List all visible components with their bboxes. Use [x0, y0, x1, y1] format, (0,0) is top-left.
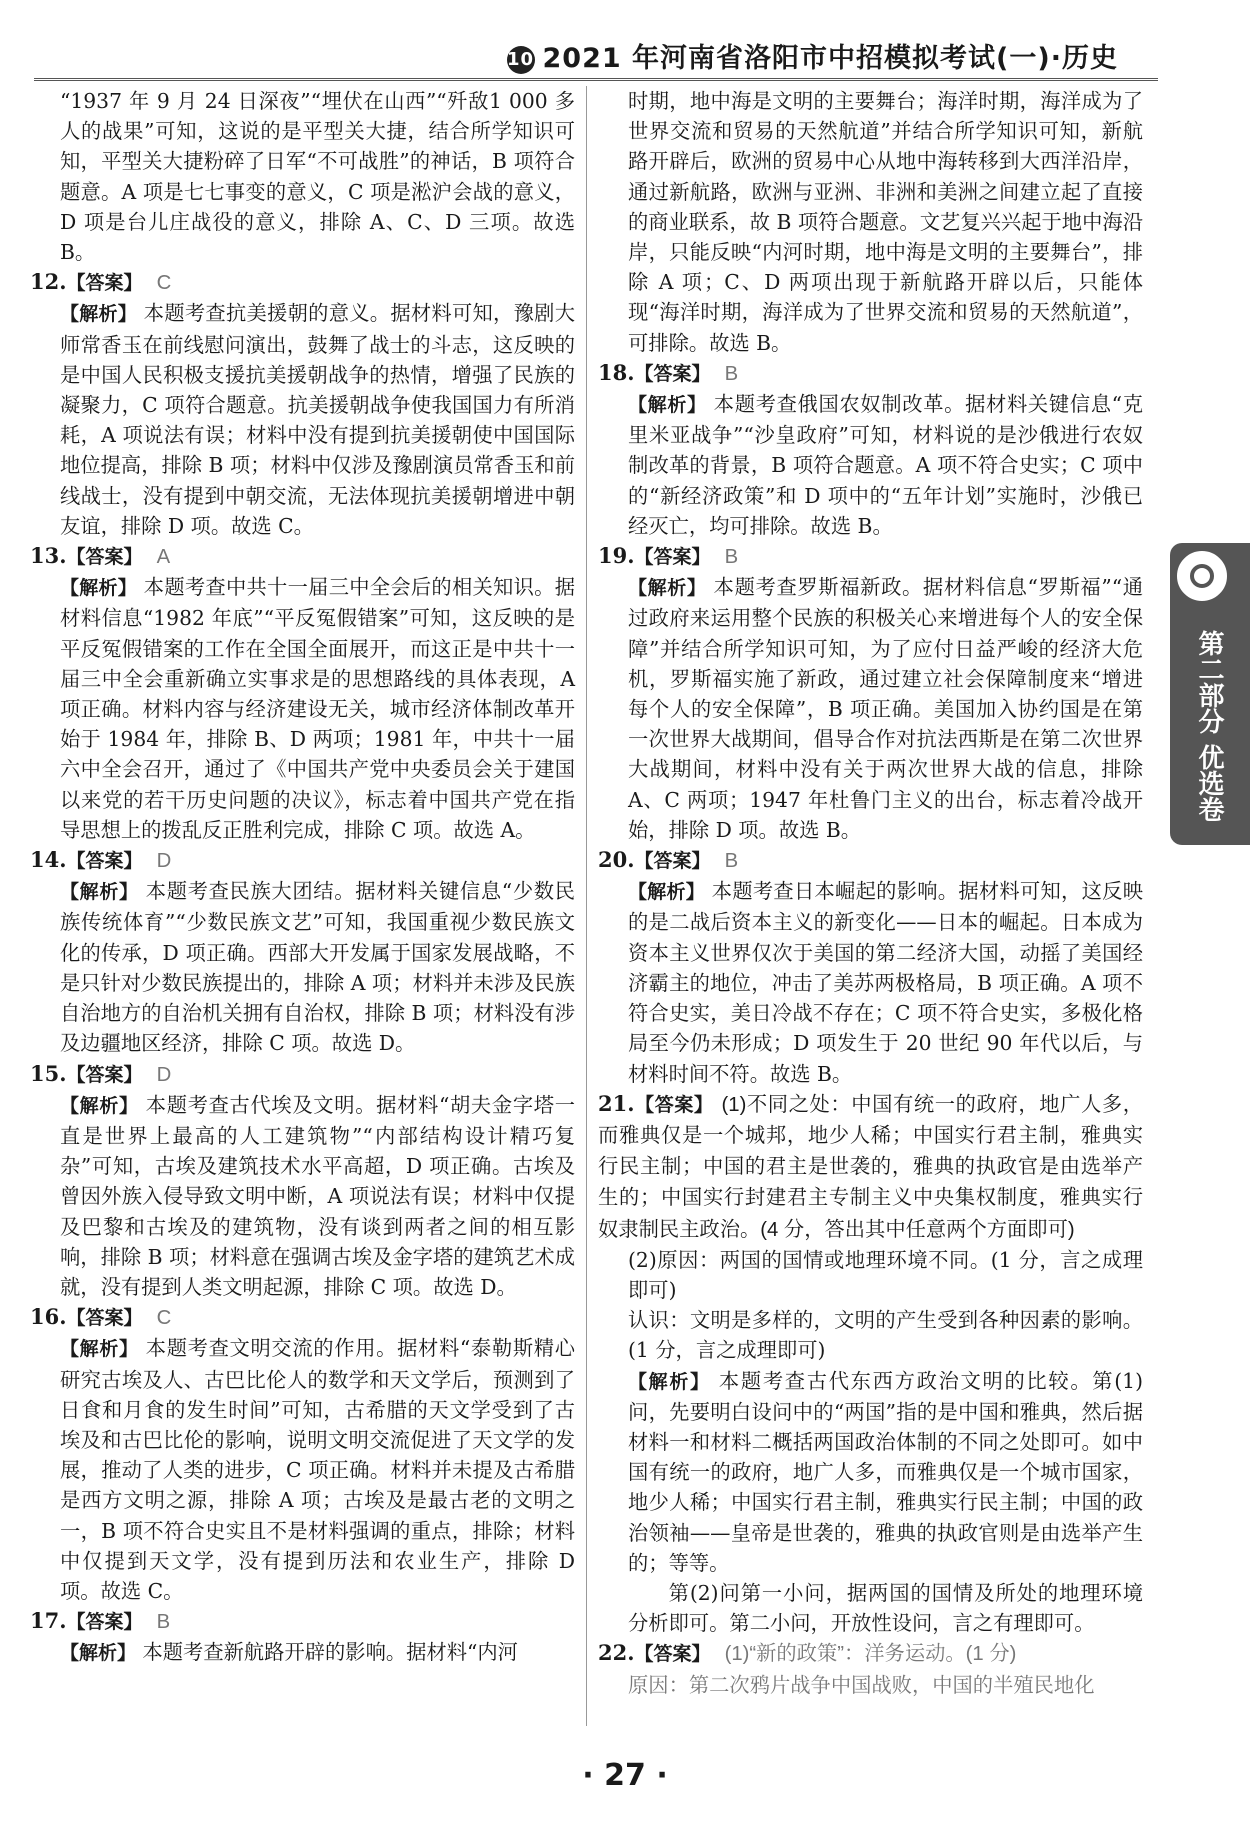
question-21: [598, 1089, 1143, 1639]
column-divider: [586, 86, 587, 1726]
analysis-label: 【解析】: [628, 881, 706, 904]
answer-label: 【答案】: [66, 1307, 143, 1330]
answer-choice: C: [156, 272, 172, 295]
header-title: [507, 36, 1118, 75]
question-number: 21.: [598, 1090, 635, 1116]
analysis-text: 本题考查文明交流的作用。据材料“泰勒斯精心研究古埃及人、古巴比伦人的数学和天文学后，预测到了日食和月食的发生时间”可知，古希腊的天文学受到了古埃及和古巴比伦的影响，说明文明交流促进了天文学的发展，推动了人类的进步，C 项正确。材料并未提及古希腊是西方文明之源，排除 A 项；古埃及是最古老的文明之一，B 项不符合史实且不是材料强调的重点，排除；材料中仅提到天文学，没有提到历法和农业生产，排除 D 项。故选 C。: [60, 1336, 575, 1603]
question-number: 17.: [30, 1608, 67, 1634]
analysis-label: 【解析】: [60, 577, 138, 600]
answer-text: (1)“新的政策”：洋务运动。(1 分): [724, 1643, 1017, 1666]
answer-choice: B: [724, 362, 739, 385]
right-question-list: [598, 358, 1143, 1089]
question-item: [30, 1606, 575, 1668]
analysis-label: 【解析】: [628, 394, 707, 417]
analysis-text: 本题考查日本崛起的影响。据材料可知，这反映的是二战后资本主义的新变化——日本的崛起。日本成为资本主义世界仅次于美国的第二经济大国，动摇了美国经济霸主的地位，冲击了美苏两极格局，B 项正确。A 项不符合史实，美日冷战不存在；C 项不符合史实，多极化格局至今仍未形成；D 项发生于 20 世纪 90 年代以后，与材料时间不符。故选 B。: [628, 879, 1143, 1086]
question-number: 18.: [598, 359, 635, 385]
answer-label: 【答案】: [66, 272, 143, 295]
answer-choice: D: [156, 1063, 172, 1086]
question-item: [30, 1059, 575, 1303]
answer-label: 【答案】: [634, 850, 711, 873]
question-number: 13.: [30, 543, 67, 569]
answer-text: (1)不同之处：中国有统一的政府，地广人多，而雅典仅是一个城邦，地少人稀；中国实行君主制，雅典实行民主制；中国的君主是世袭的，雅典的执政官是由选举产生的；中国实行封建君主专制主义中央集权制度，雅典实行奴隶制民主政治。(4 分，答出其中任意两个方面即可): [598, 1093, 1143, 1241]
answer-label: 【答案】: [66, 1611, 143, 1634]
left-question-list: [30, 267, 575, 1668]
analysis-label: 【解析】: [60, 881, 139, 904]
answer-label: 【答案】: [634, 546, 711, 569]
question-number: 15.: [30, 1060, 67, 1086]
answer-choice: D: [156, 850, 172, 873]
right-column: [598, 86, 1143, 1700]
answer-choice: C: [156, 1307, 172, 1330]
analysis-text: 本题考查新航路开辟的影响。据材料“内河: [142, 1640, 518, 1665]
answer-choice: B: [724, 546, 739, 569]
answer-choice: B: [156, 1611, 171, 1634]
analysis-label: 【解析】: [60, 1094, 139, 1117]
question-item: [30, 845, 575, 1058]
analysis-text: 第(2)问第一小问，据两国的国情及所处的地理环境分析即可。第二小问，开放性设问，言之有理即可。: [628, 1580, 1143, 1636]
question-item: [30, 541, 575, 845]
section-side-label: [1182, 630, 1236, 822]
question-number: 22.: [598, 1640, 635, 1666]
question-item: [30, 267, 575, 541]
continued-analysis: “1937 年 9 月 24 日深夜”“埋伏在山西”“歼敌1 000 多人的战果”可知，这说的是平型关大捷，结合所学知识可知，平型关大捷粉碎了日军“不可战胜”的神话，B 项符合题意。A 项是七七事变的意义，C 项是淞沪会战的意义，D 项是台儿庄战役的意义，排除 A、C、D 三项。故选 B。: [60, 89, 575, 265]
question-item: [598, 541, 1143, 845]
question-number: 20.: [598, 847, 635, 873]
answer-label: 【答案】: [634, 1093, 714, 1116]
side-tab-line1: 第二部分: [1194, 630, 1224, 734]
question-item: [598, 358, 1143, 541]
answer-text: (2)原因：两国的国情或地理环境不同。(1 分，言之成理即可): [628, 1247, 1143, 1302]
analysis-text: 本题考查古代东西方政治文明的比较。第(1)问，先要明白设问中的“两国”指的是中国和雅典，然后据材料一和材料二概括两国政治体制的不同之处即可。如中国有统一的政府，地广人多，而雅典仅是一个城市国家，地少人稀；中国实行君主制，雅典实行民主制；中国的政治领袖——皇帝是世袭的，雅典的执政官则是由选举产生的；等等。: [628, 1368, 1143, 1575]
target-icon: [1174, 548, 1230, 604]
header-title-text: 2021 年河南省洛阳市中招模拟考试(一)·历史: [542, 43, 1118, 74]
answer-label: 【答案】: [634, 1643, 711, 1666]
analysis-label: 【解析】: [60, 1338, 139, 1361]
page-header: [34, 30, 1158, 81]
answer-label: 【答案】: [634, 362, 711, 385]
answer-text: 认识：文明是多样的，文明的产生受到各种因素的影响。(1 分，言之成理即可): [628, 1308, 1143, 1363]
question-22: [598, 1638, 1143, 1699]
question-number: 19.: [598, 543, 635, 569]
question-number: 12.: [30, 269, 67, 295]
analysis-label: 【解析】: [60, 303, 138, 326]
answer-label: 【答案】: [66, 1063, 143, 1086]
question-item: [598, 845, 1143, 1089]
header-number-badge: 10: [507, 46, 535, 74]
answer-label: 【答案】: [66, 850, 143, 873]
analysis-text: 本题考查民族大团结。据材料关键信息“少数民族传统体育”“少数民族文艺”可知，我国重视少数民族文化的传承，D 项正确。西部大开发属于国家发展战略，不是只针对少数民族提出的，排除 A 项；材料并未涉及民族自治地方的自治机关拥有自治权，排除 B 项；材料没有涉及边疆地区经济，排除 C 项。故选 D。: [60, 879, 575, 1056]
answer-choice: A: [156, 546, 171, 569]
question-number: 16.: [30, 1304, 67, 1330]
left-column: [30, 86, 575, 1669]
analysis-text: 本题考查抗美援朝的意义。据材料可知，豫剧大师常香玉在前线慰问演出，鼓舞了战士的斗志，这反映的是中国人民积极支援抗美援朝战争的热情，增强了民族的凝聚力，C 项符合题意。抗美援朝战争使我国国力有所消耗，A 项说法有误；材料中没有提到抗美援朝使中国国际地位提高，排除 B 项；材料中仅涉及豫剧演员常香玉和前线战士，没有提到中朝交流，无法体现抗美援朝增进中朝友谊，排除 D 项。故选 C。: [60, 301, 575, 538]
question-number: 14.: [30, 847, 67, 873]
answer-choice: B: [724, 850, 739, 873]
analysis-text: 本题考查罗斯福新政。据材料信息“罗斯福”“通过政府来运用整个民族的积极关心来增进每个人的安全保障”并结合所学知识可知，为了应付日益严峻的经济大危机，罗斯福实施了新政，通过建立社会保障制度来“增进每个人的安全保障”，B 项正确。美国加入协约国是在第一次世界大战期间，倡导合作对抗法西斯是在第二次世界大战期间，材料中没有关于两次世界大战的信息，排除 A、C 两项；1947 年杜鲁门主义的出台，标志着冷战开始，排除 D 项。故选 B。: [628, 575, 1143, 842]
analysis-text: 本题考查古代埃及文明。据材料“胡夫金字塔一直是世界上最高的人工建筑物”“内部结构设计精巧复杂”可知，古埃及建筑技术水平高超，D 项正确。古埃及曾因外族入侵导致文明中断，A 项说法有误；材料中仅提及巴黎和古埃及的建筑物，没有谈到两者之间的相互影响，排除 B 项；材料意在强调古埃及金字塔的建筑艺术成就，没有提到人类文明起源，排除 C 项。故选 D。: [60, 1092, 575, 1299]
analysis-label: 【解析】: [628, 1370, 711, 1393]
side-tab-line2: 优选卷: [1194, 744, 1224, 822]
analysis-text: 本题考查俄国农奴制改革。据材料关键信息“克里米亚战争”“沙皇政府”可知，材料说的是沙俄进行农奴制改革的背景，B 项符合题意。A 项不符合史实；C 项中的“新经济政策”和 D 项中的“五年计划”实施时，沙俄已经灭亡，均可排除。故选 B。: [628, 392, 1143, 538]
answer-text: 原因：第二次鸦片战争中国战败，中国的半殖民地化: [628, 1672, 1095, 1697]
continued-analysis: 时期，地中海是文明的主要舞台；海洋时期，海洋成为了世界交流和贸易的天然航道”并结合所学知识可知，新航路开辟后，欧洲的贸易中心从地中海转移到大西洋沿岸，通过新航路，欧洲与亚洲、非洲和美洲之间建立起了直接的商业联系，故 B 项符合题意。文艺复兴兴起于地中海沿岸，只能反映“内河时期，地中海是文明的主要舞台”，排除 A 项；C、D 两项出现于新航路开辟以后，只能体现“海洋时期，海洋成为了世界交流和贸易的天然航道”，可排除。故选 B。: [628, 89, 1143, 355]
analysis-label: 【解析】: [628, 577, 707, 600]
page-number: · 27 ·: [582, 1758, 668, 1793]
question-item: [30, 1302, 575, 1606]
answer-label: 【答案】: [66, 546, 143, 569]
analysis-label: 【解析】: [60, 1642, 137, 1665]
analysis-text: 本题考查中共十一届三中全会后的相关知识。据材料信息“1982 年底”“平反冤假错案”可知，这反映的是平反冤假错案的工作在全国全面展开，而这正是中共十一届三中全会重新确立实事求是的思想路线的具体表现，A 项正确。材料内容与经济建设无关，城市经济体制改革开始于 1984 年，排除 B、D 两项；1981 年，中共十一届六中全会召开，通过了《中国共产党中央委员会关于建国以来党的若干历史问题的决议》，标志着中国共产党在指导思想上的拨乱反正胜利完成，排除 C 项。故选 A。: [60, 575, 575, 842]
